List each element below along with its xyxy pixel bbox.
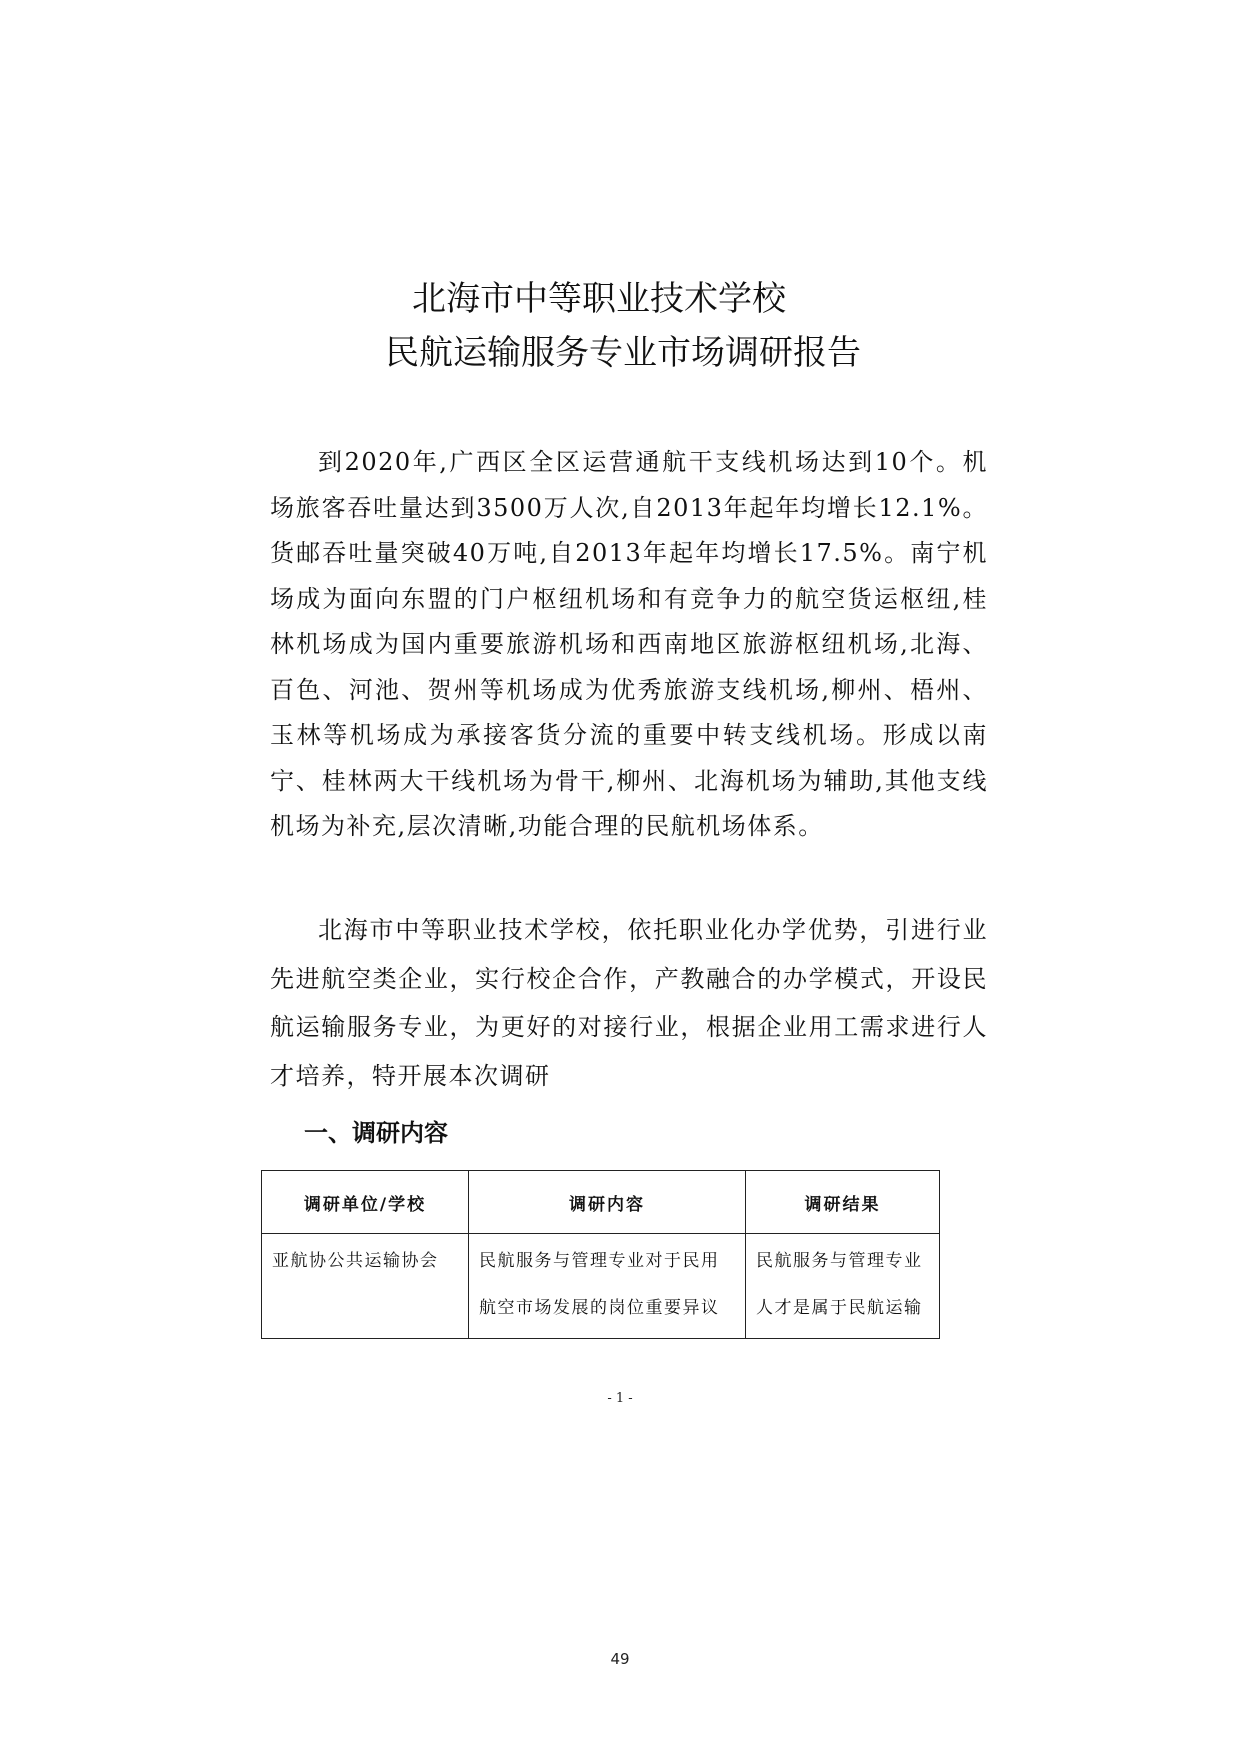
body-paragraph-1 <box>270 440 988 850</box>
outer-page-number: 49 <box>610 1650 630 1668</box>
table-row <box>262 1234 940 1339</box>
document-title-line2: 民航运输服务专业市场调研报告 <box>385 333 861 373</box>
inner-page-number: - 1 - <box>607 1391 633 1406</box>
document-title-line1: 北海市中等职业技术学校 <box>412 279 786 319</box>
section-heading: 一、调研内容 <box>304 1119 448 1147</box>
paragraph-text: 北海市中等职业技术学校，依托职业化办学优势，引进行业先进航空类企业，实行校企合作，产教融合的办学模式，开设民航运输服务专业，为更好的对接行业，根据企业用工需求进行人才培养，特开展本次调研 <box>270 916 988 1090</box>
paragraph-text: 到2020年,广西区全区运营通航干支线机场达到10个。机场旅客吞吐量达到3500万人次,自2013年起年均增长12.1%。货邮吞吐量突破40万吨,自2013年起年均增长17.5%。南宁机场成为面向东盟的门户枢纽机场和有竞争力的航空货运枢纽,桂林机场成为国内重要旅游机场和西南地区旅游枢纽机场,北海、百色、河池、贺州等机场成为优秀旅游支线机场,柳州、梧州、玉林等机场成为承接客货分流的重要中转支线机场。形成以南宁、桂林两大干线机场为骨干,柳州、北海机场为辅助,其他支线机场为补充,层次清晰,功能合理的民航机场体系。 <box>270 448 988 840</box>
column-header-result: 调研结果 <box>746 1171 940 1234</box>
column-header-content: 调研内容 <box>469 1171 746 1234</box>
survey-table <box>261 1170 940 1339</box>
column-header-unit: 调研单位/学校 <box>262 1171 469 1234</box>
body-paragraph-2 <box>270 906 988 1100</box>
table-cell-result: 民航服务与管理专业人才是属于民航运输 <box>746 1234 940 1339</box>
table-cell-unit: 亚航协公共运输协会 <box>262 1234 469 1339</box>
table-cell-content: 民航服务与管理专业对于民用航空市场发展的岗位重要异议 <box>469 1234 746 1339</box>
table-header-row <box>262 1171 940 1234</box>
